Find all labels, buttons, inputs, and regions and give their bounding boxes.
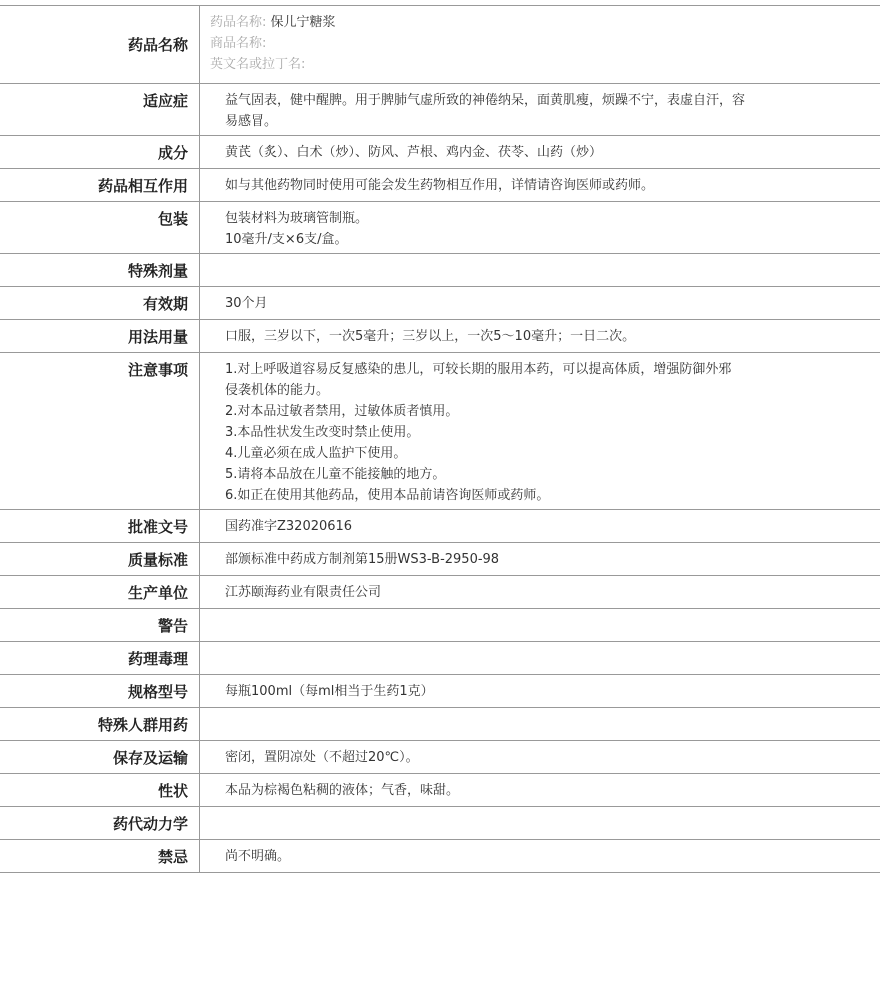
trade-name-label: 商品名称: bbox=[210, 36, 267, 51]
row-special-population bbox=[0, 708, 880, 741]
row-value bbox=[200, 609, 880, 641]
notes-line: 6.如正在使用其他药品，使用本品前请咨询医师或药师。 bbox=[225, 488, 550, 503]
row-label: 药品相互作用 bbox=[0, 169, 200, 201]
row-label: 规格型号 bbox=[0, 675, 200, 707]
row-pharmacokinetics bbox=[0, 807, 880, 840]
row-value bbox=[200, 6, 880, 83]
package-line: 包装材料为玻璃管制瓶。 bbox=[225, 211, 369, 226]
notes-line: 1.对上呼吸道容易反复感染的患儿，可较长期的服用本药，可以提高体质，增强防御外邪 bbox=[225, 362, 732, 377]
row-value bbox=[200, 353, 880, 509]
row-label: 特殊人群用药 bbox=[0, 708, 200, 740]
drug-name-line bbox=[210, 12, 790, 33]
row-validity bbox=[0, 287, 880, 320]
row-warning bbox=[0, 609, 880, 642]
row-value bbox=[200, 202, 880, 253]
indication-line: 益气固表，健中醒脾。用于脾肺气虚所致的神倦纳呆，面黄肌瘦，烦躁不宁，表虚自汗，容 bbox=[225, 93, 746, 108]
notes-line: 5.请将本品放在儿童不能接触的地方。 bbox=[225, 467, 446, 482]
row-value: 密闭，置阴凉处（不超过20℃）。 bbox=[225, 750, 419, 765]
row-label: 性状 bbox=[0, 774, 200, 806]
row-label: 特殊剂量 bbox=[0, 254, 200, 286]
row-label: 有效期 bbox=[0, 287, 200, 319]
row-notes bbox=[0, 353, 880, 510]
english-name-label: 英文名或拉丁名: bbox=[210, 57, 306, 72]
row-label: 保存及运输 bbox=[0, 741, 200, 773]
row-label: 药代动力学 bbox=[0, 807, 200, 839]
notes-line: 侵袭机体的能力。 bbox=[225, 383, 330, 398]
row-label: 成分 bbox=[0, 136, 200, 168]
row-specification bbox=[0, 675, 880, 708]
row-value: 部颁标准中药成方制剂第15册WS3-B-2950-98 bbox=[225, 552, 500, 567]
row-interactions bbox=[0, 169, 880, 202]
row-storage bbox=[0, 741, 880, 774]
row-drug-names bbox=[0, 6, 880, 84]
notes-line: 4.儿童必须在成人监护下使用。 bbox=[225, 446, 407, 461]
row-value: 黄芪（炙）、白术（炒）、防风、芦根、鸡内金、茯苓、山药（炒） bbox=[225, 145, 603, 160]
row-value bbox=[200, 807, 880, 839]
row-label: 药品名称 bbox=[0, 6, 200, 83]
row-pharmacology bbox=[0, 642, 880, 675]
row-value: 口服，三岁以下，一次5毫升；三岁以上，一次5～10毫升；一日二次。 bbox=[225, 329, 636, 344]
row-usage bbox=[0, 320, 880, 353]
row-value bbox=[200, 642, 880, 674]
row-value bbox=[200, 254, 880, 286]
row-label: 包装 bbox=[0, 202, 200, 253]
row-value: 每瓶100ml（每ml相当于生药1克） bbox=[225, 684, 434, 699]
row-label: 药理毒理 bbox=[0, 642, 200, 674]
drug-name-value: 保儿宁糖浆 bbox=[270, 15, 336, 30]
row-appearance bbox=[0, 774, 880, 807]
row-value: 30个月 bbox=[225, 296, 268, 311]
row-value: 江苏颐海药业有限责任公司 bbox=[225, 585, 382, 600]
package-line: 10毫升/支×6支/盒。 bbox=[225, 232, 348, 247]
row-manufacturer bbox=[0, 576, 880, 609]
indication-line: 易感冒。 bbox=[225, 114, 278, 129]
row-value: 本品为棕褐色粘稠的液体；气香，味甜。 bbox=[225, 783, 460, 798]
row-label: 适应症 bbox=[0, 84, 200, 135]
row-value: 如与其他药物同时使用可能会发生药物相互作用，详情请咨询医师或药师。 bbox=[225, 178, 655, 193]
row-ingredients bbox=[0, 136, 880, 169]
row-approval bbox=[0, 510, 880, 543]
row-label: 用法用量 bbox=[0, 320, 200, 352]
row-label: 注意事项 bbox=[0, 353, 200, 509]
row-indication bbox=[0, 84, 880, 136]
row-value bbox=[200, 84, 880, 135]
row-package bbox=[0, 202, 880, 254]
row-label: 警告 bbox=[0, 609, 200, 641]
row-label: 质量标准 bbox=[0, 543, 200, 575]
row-special-dosage bbox=[0, 254, 880, 287]
row-value: 尚不明确。 bbox=[225, 849, 291, 864]
notes-line: 2.对本品过敏者禁用，过敏体质者慎用。 bbox=[225, 404, 459, 419]
row-label: 批准文号 bbox=[0, 510, 200, 542]
row-value: 国药准字Z32020616 bbox=[225, 519, 353, 534]
row-label: 生产单位 bbox=[0, 576, 200, 608]
drug-name-label: 药品名称: bbox=[210, 15, 267, 30]
drug-spec-table bbox=[0, 5, 880, 873]
row-contraindications bbox=[0, 840, 880, 873]
row-label: 禁忌 bbox=[0, 840, 200, 872]
row-value bbox=[200, 708, 880, 740]
row-standard bbox=[0, 543, 880, 576]
notes-line: 3.本品性状发生改变时禁止使用。 bbox=[225, 425, 420, 440]
